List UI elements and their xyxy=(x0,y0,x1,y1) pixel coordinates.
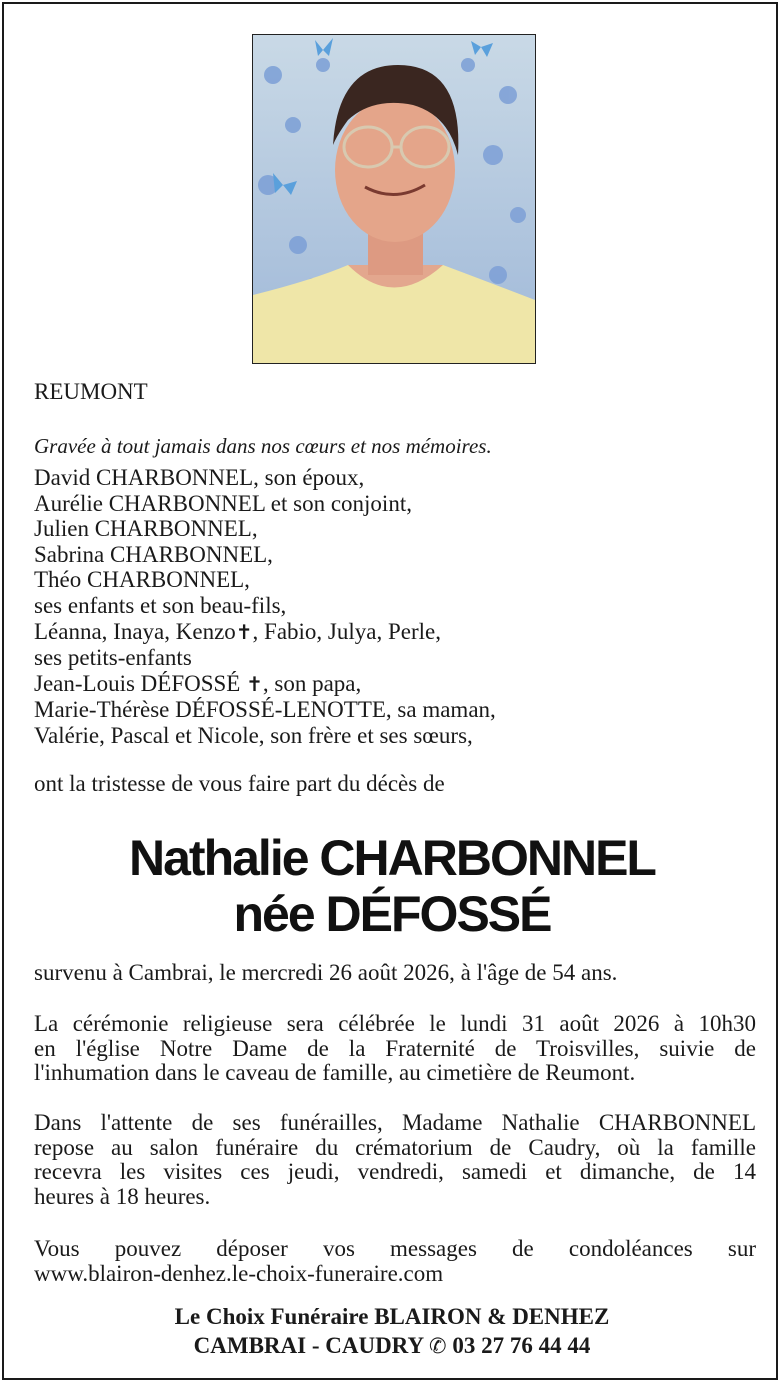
family-line: David CHARBONNEL, son époux, xyxy=(34,465,365,490)
obituary-notice xyxy=(2,2,778,1380)
family-line: Marie-Thérèse DÉFOSSÉ-LENOTTE, sa maman, xyxy=(34,697,496,723)
deceased-maiden-name: née DÉFOSSÉ xyxy=(233,886,551,942)
family-list xyxy=(34,465,754,749)
family-line xyxy=(34,619,754,646)
visitation-details xyxy=(34,1111,756,1209)
condolences-url[interactable]: www.blairon-denhez.le-choix-funeraire.com xyxy=(34,1260,444,1286)
family-line: ses petits-enfants xyxy=(34,645,192,671)
ceremony-line: l'inhumation dans le caveau de famille, au cimetière de Reumont. xyxy=(34,1060,636,1085)
visitation-line: recevra les visites ces jeudi, vendredi, samedi et dimanche, de 14 xyxy=(34,1159,756,1184)
ceremony-line: La cérémonie religieuse sera célébrée le lundi 31 août 2026 à 10h30 xyxy=(34,1011,756,1036)
portrait-photo xyxy=(252,34,536,364)
family-line: Aurélie CHARBONNEL et son conjoint, xyxy=(34,490,412,516)
family-line-text: Léanna, Inaya, Kenzo xyxy=(34,618,236,644)
ceremony-line: en l'église Notre Dame de la Fraternité de Troisvilles, suivie de xyxy=(34,1035,756,1061)
family-line xyxy=(34,671,754,698)
death-details: survenu à Cambrai, le mercredi 26 août 2026, à l'âge de 54 ans. xyxy=(34,960,618,985)
visitation-line: repose au salon funéraire du crématorium de Caudry, où la famille xyxy=(34,1134,756,1160)
funeral-home-cities: CAMBRAI - CAUDRY xyxy=(193,1333,429,1358)
family-line: Sabrina CHARBONNEL, xyxy=(34,541,273,567)
cross-icon: ✝ xyxy=(246,671,263,696)
funeral-home-name: Le Choix Funéraire BLAIRON & DENHEZ xyxy=(174,1304,610,1329)
deceased-name: Nathalie CHARBONNEL xyxy=(129,830,655,886)
phone-icon: ✆ xyxy=(429,1334,447,1358)
cross-icon: ✝ xyxy=(235,619,253,644)
condolences-message xyxy=(34,1237,756,1286)
announcement-text: ont la tristesse de vous faire part du décès de xyxy=(34,771,445,796)
family-line: Julien CHARBONNEL, xyxy=(34,516,258,542)
ceremony-details xyxy=(34,1012,756,1086)
town-name: REUMONT xyxy=(34,379,148,404)
visitation-line: heures à 18 heures. xyxy=(34,1183,211,1209)
family-line: Valérie, Pascal et Nicole, son frère et ses sœurs, xyxy=(34,722,473,748)
phone-number[interactable]: 03 27 76 44 44 xyxy=(446,1333,591,1358)
family-line: ses enfants et son beau-fils, xyxy=(34,592,287,618)
funeral-home-contact xyxy=(4,1331,780,1361)
condolences-line: Vous pouvez déposer vos messages de condoléances sur xyxy=(34,1236,756,1261)
deceased-name-block xyxy=(4,830,780,942)
family-line: Théo CHARBONNEL, xyxy=(34,567,250,593)
visitation-line: Dans l'attente de ses funérailles, Madame Nathalie CHARBONNEL xyxy=(34,1110,756,1135)
tagline: Gravée à tout jamais dans nos cœurs et nos mémoires. xyxy=(34,434,492,458)
family-line-text: , son papa, xyxy=(262,670,362,696)
family-line-text: , Fabio, Julya, Perle, xyxy=(252,618,441,644)
funeral-home-footer xyxy=(4,1302,780,1361)
family-line-text: Jean-Louis DÉFOSSÉ xyxy=(34,670,247,696)
